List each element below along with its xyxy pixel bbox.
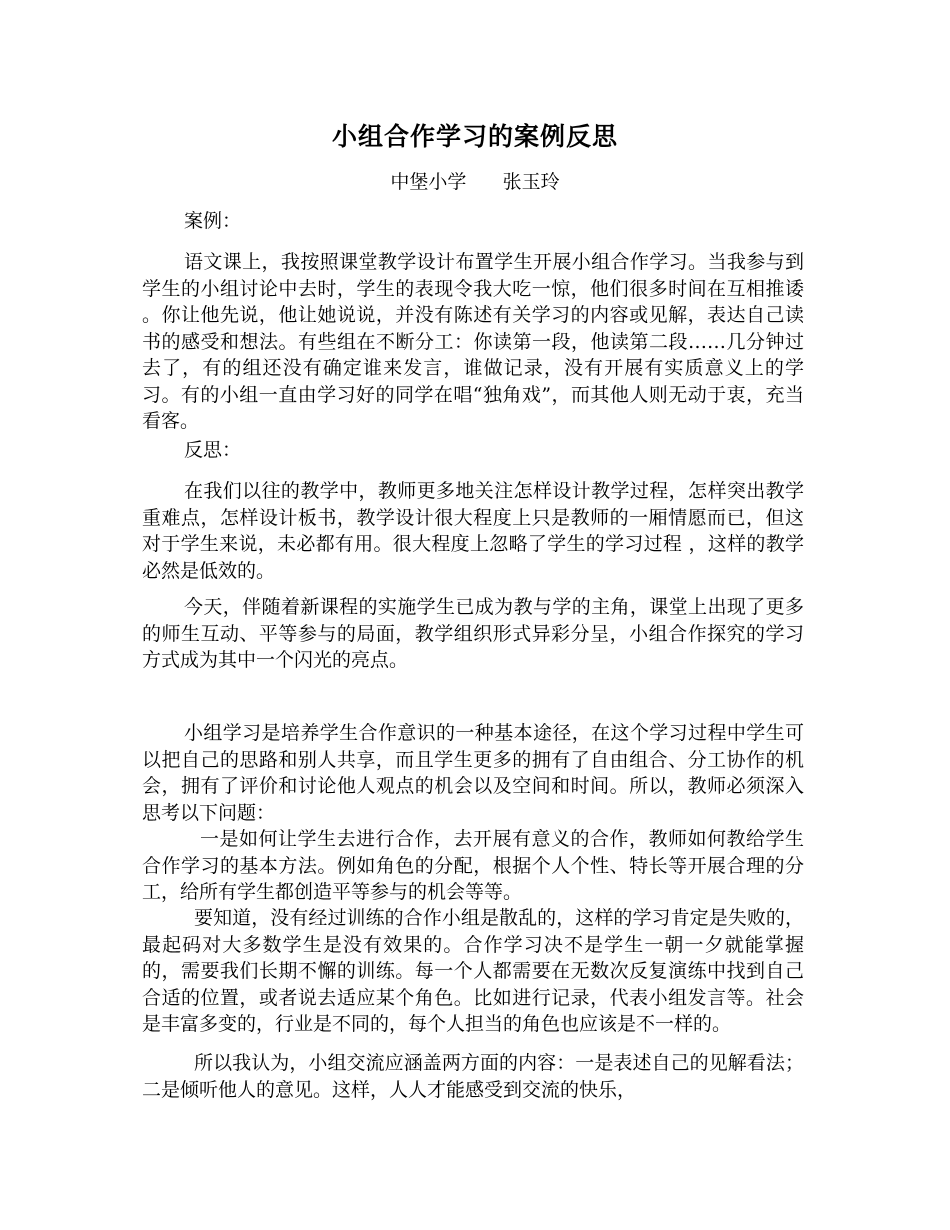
reflection-paragraph-4: 一是如何让学生去进行合作，去开展有意义的合作，教师如何教给学生合作学习的基本方法。例如角色的分配，根据个人个性、特长等开展合理的分工，给所有学生都创造平等参与的机会等等。 [142, 828, 804, 903]
reflection-paragraph-5: 要知道，没有经过训练的合作小组是散乱的，这样的学习肯定是失败的，最起码对大多数学生是没有效果的。合作学习决不是学生一朝一夕就能掌握的，需要我们长期不懈的训练。每一个人都需要在无数次反复演练中找到自己合适的位置，或者说去适应某个角色。比如进行记录，代表小组发言等。社会是丰富多变的，行业是不同的，每个人担当的角色也应该是不一样的。 [142, 907, 804, 1035]
reflection-heading: 反思： [184, 439, 242, 461]
case-paragraph: 语文课上，我按照课堂教学设计布置学生开展小组合作学习。当我参与到学生的小组讨论中去时，学生的表现令我大吃一惊，他们很多时间在互相推诿 。你让他先说，他让她说说，并没有陈述有关学习的内容或见解，表达自己读书的感受和想法。有些组在不断分工：你读第一段，他读第二段……几分钟过去了，有的组还没有确定谁来发言，谁做记录，没有开展有实质意义上的学习。有的小组一直由学习好的同学在唱“独角戏”，而其他人则无动于衷，充当看客。 [142, 251, 804, 432]
reflection-paragraph-2: 今天，伴随着新课程的实施学生已成为教与学的主角，课堂上出现了更多的师生互动、平等参与的局面，教学组织形式异彩分呈，小组合作探究的学习方式成为其中一个闪光的亮点。 [142, 596, 804, 671]
reflection-paragraph-3: 小组学习是培养学生合作意识的一种基本途径，在这个学习过程中学生可以把自己的思路和别人共享，而且学生更多的拥有了自由组合、分工协作的机会，拥有了评价和讨论他人观点的机会以及空间和时间。所以，教师必须深入思考以下问题： [142, 722, 804, 824]
reflection-paragraph-6: 所以我认为，小组交流应涵盖两方面的内容：一是表述自己的见解看法；二是倾听他人的意见。这样，人人才能感受到交流的快乐， [142, 1052, 804, 1101]
case-heading: 案例： [184, 210, 242, 232]
document-title: 小组合作学习的案例反思 [331, 122, 618, 151]
reflection-paragraph-1: 在我们以往的教学中，教师更多地关注怎样设计教学过程，怎样突出教学重难点，怎样设计板书，教学设计很大程度上只是教师的一厢情愿而已，但这对于学生来说，未必都有用。很大程度上忽略了学生的学习过程 ，这样的教学必然是低效的。 [142, 480, 804, 582]
author-byline: 中堡小学 张玉玲 [390, 171, 560, 193]
